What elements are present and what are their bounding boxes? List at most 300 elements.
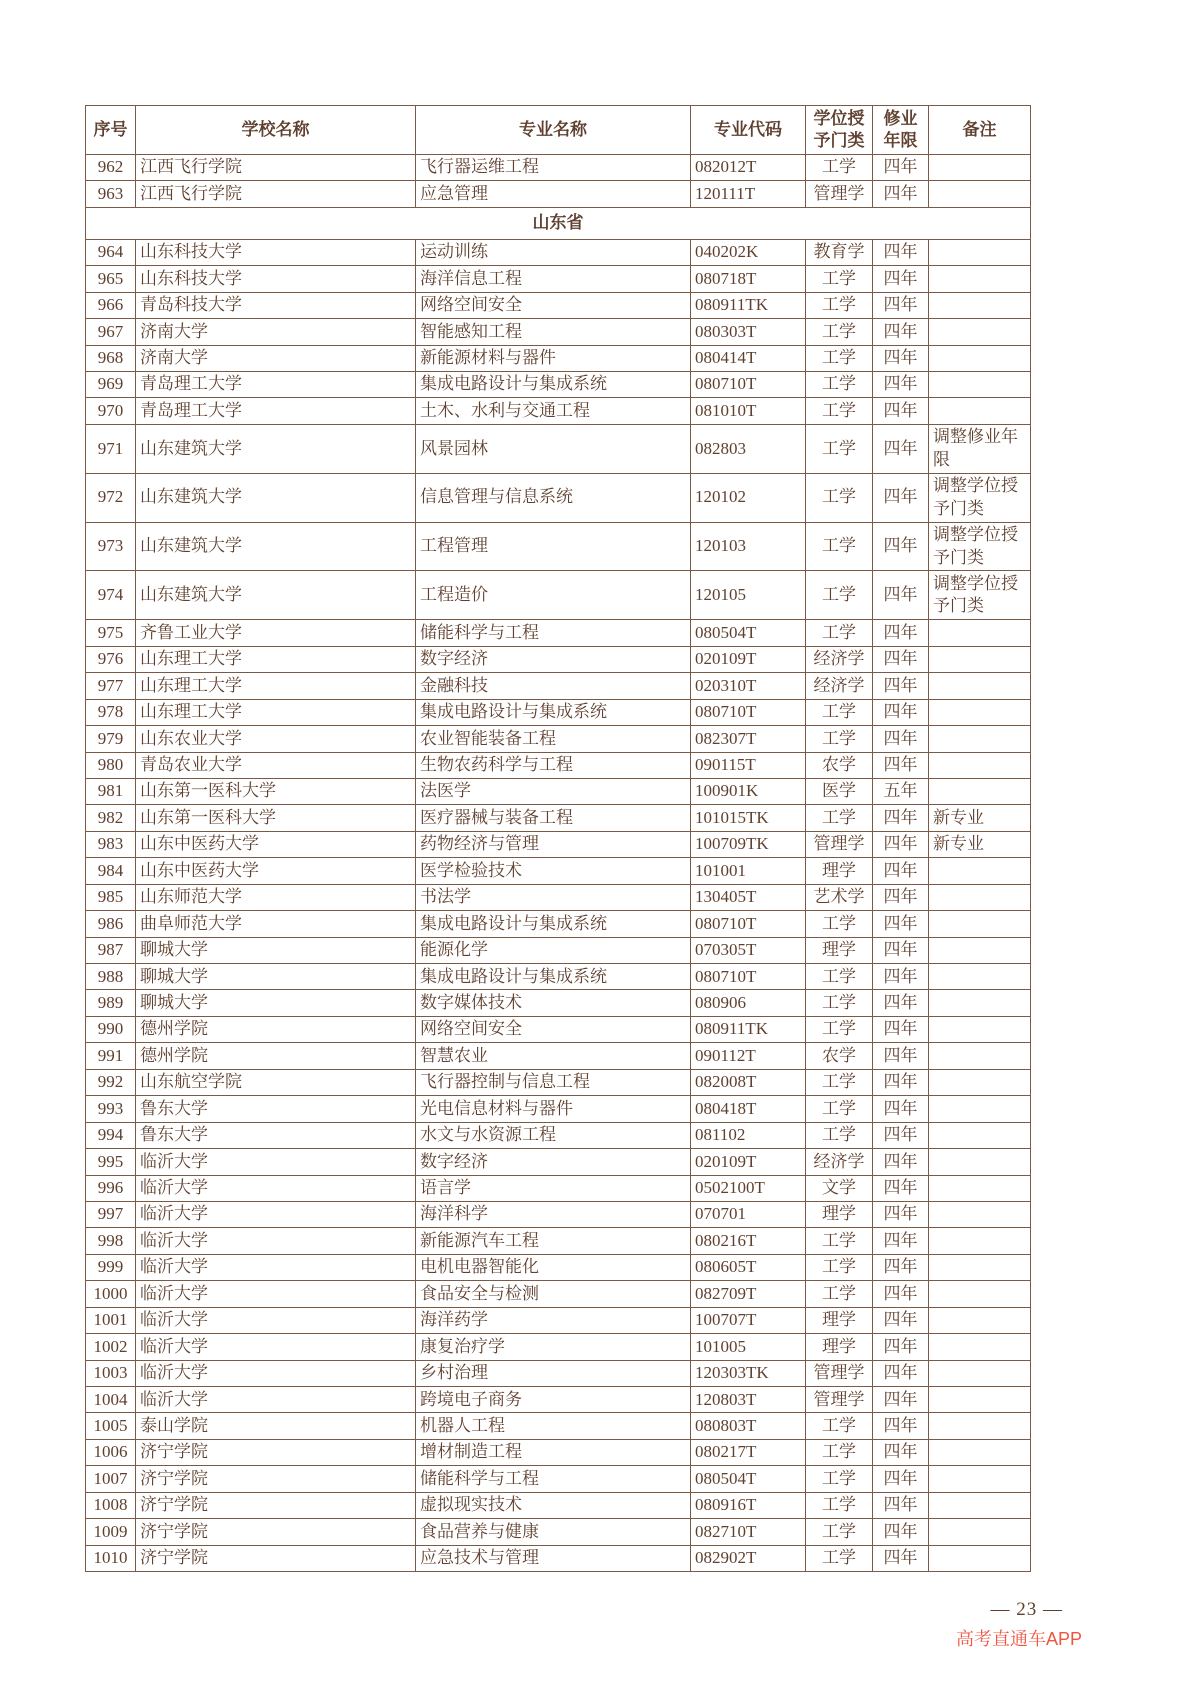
degree-category-cell: 工学 <box>806 699 873 725</box>
major-name-cell: 集成电路设计与集成系统 <box>416 964 691 990</box>
major-code-cell: 080911TK <box>691 292 806 318</box>
major-code-cell: 020109T <box>691 1149 806 1175</box>
remark-cell <box>929 154 1031 180</box>
major-name-cell: 医学检验技术 <box>416 858 691 884</box>
major-code-cell: 080504T <box>691 620 806 646</box>
remark-cell <box>929 699 1031 725</box>
serial-cell: 965 <box>86 266 136 292</box>
degree-category-cell: 经济学 <box>806 1149 873 1175</box>
degree-category-cell: 工学 <box>806 1096 873 1122</box>
remark-cell <box>929 1149 1031 1175</box>
school-name-cell: 临沂大学 <box>136 1387 416 1413</box>
page-number: — 23 — <box>990 1599 1063 1620</box>
column-header: 修业年限 <box>873 106 929 155</box>
duration-cell: 四年 <box>873 752 929 778</box>
table-row <box>86 154 1031 180</box>
school-name-cell: 山东中医药大学 <box>136 831 416 857</box>
school-name-cell: 江西飞行学院 <box>136 181 416 207</box>
school-name-cell: 曲阜师范大学 <box>136 911 416 937</box>
degree-category-cell: 工学 <box>806 424 873 473</box>
school-name-cell: 临沂大学 <box>136 1307 416 1333</box>
degree-category-cell: 经济学 <box>806 646 873 672</box>
duration-cell: 四年 <box>873 292 929 318</box>
serial-cell: 993 <box>86 1096 136 1122</box>
degree-category-cell: 经济学 <box>806 673 873 699</box>
school-name-cell: 山东农业大学 <box>136 726 416 752</box>
remark-cell <box>929 620 1031 646</box>
table-row <box>86 911 1031 937</box>
table-row <box>86 1228 1031 1254</box>
degree-category-cell: 理学 <box>806 1334 873 1360</box>
major-code-cell: 090112T <box>691 1043 806 1069</box>
remark-cell: 调整学位授予门类 <box>929 473 1031 522</box>
major-code-cell: 090115T <box>691 752 806 778</box>
major-name-cell: 工程造价 <box>416 571 691 620</box>
section-row <box>86 207 1031 239</box>
school-name-cell: 青岛理工大学 <box>136 398 416 424</box>
serial-cell: 991 <box>86 1043 136 1069</box>
degree-category-cell: 农学 <box>806 1043 873 1069</box>
serial-cell: 963 <box>86 181 136 207</box>
major-code-cell: 0502100T <box>691 1175 806 1201</box>
major-code-cell: 080216T <box>691 1228 806 1254</box>
duration-cell: 四年 <box>873 571 929 620</box>
remark-cell <box>929 292 1031 318</box>
remark-cell <box>929 1254 1031 1280</box>
remark-cell <box>929 1387 1031 1413</box>
school-name-cell: 山东建筑大学 <box>136 473 416 522</box>
major-code-cell: 080906 <box>691 990 806 1016</box>
serial-cell: 974 <box>86 571 136 620</box>
school-name-cell: 临沂大学 <box>136 1360 416 1386</box>
major-code-cell: 080718T <box>691 266 806 292</box>
degree-category-cell: 管理学 <box>806 831 873 857</box>
serial-cell: 1001 <box>86 1307 136 1333</box>
serial-cell: 1006 <box>86 1439 136 1465</box>
degree-category-cell: 文学 <box>806 1175 873 1201</box>
table-row <box>86 964 1031 990</box>
duration-cell: 四年 <box>873 371 929 397</box>
major-name-cell: 数字媒体技术 <box>416 990 691 1016</box>
table-row <box>86 1254 1031 1280</box>
remark-cell <box>929 1439 1031 1465</box>
school-name-cell: 济南大学 <box>136 345 416 371</box>
school-name-cell: 山东航空学院 <box>136 1069 416 1095</box>
duration-cell: 四年 <box>873 1016 929 1042</box>
school-name-cell: 泰山学院 <box>136 1413 416 1439</box>
major-code-cell: 082803 <box>691 424 806 473</box>
serial-cell: 990 <box>86 1016 136 1042</box>
serial-cell: 973 <box>86 522 136 571</box>
duration-cell: 四年 <box>873 239 929 265</box>
degree-category-cell: 工学 <box>806 1492 873 1518</box>
remark-cell <box>929 937 1031 963</box>
remark-cell <box>929 990 1031 1016</box>
table-row <box>86 1096 1031 1122</box>
major-name-cell: 土木、水利与交通工程 <box>416 398 691 424</box>
school-name-cell: 山东建筑大学 <box>136 571 416 620</box>
serial-cell: 971 <box>86 424 136 473</box>
serial-cell: 976 <box>86 646 136 672</box>
school-name-cell: 青岛科技大学 <box>136 292 416 318</box>
serial-cell: 1007 <box>86 1466 136 1492</box>
school-name-cell: 江西飞行学院 <box>136 154 416 180</box>
remark-cell <box>929 319 1031 345</box>
serial-cell: 978 <box>86 699 136 725</box>
major-name-cell: 风景园林 <box>416 424 691 473</box>
major-name-cell: 运动训练 <box>416 239 691 265</box>
duration-cell: 四年 <box>873 319 929 345</box>
major-code-cell: 080303T <box>691 319 806 345</box>
serial-cell: 966 <box>86 292 136 318</box>
major-code-cell: 101001 <box>691 858 806 884</box>
major-code-cell: 080710T <box>691 699 806 725</box>
degree-category-cell: 管理学 <box>806 1387 873 1413</box>
major-code-cell: 080710T <box>691 911 806 937</box>
degree-category-cell: 工学 <box>806 1439 873 1465</box>
school-name-cell: 济宁学院 <box>136 1466 416 1492</box>
duration-cell: 五年 <box>873 778 929 804</box>
school-name-cell: 山东中医药大学 <box>136 858 416 884</box>
table-row <box>86 1149 1031 1175</box>
table-row <box>86 1122 1031 1148</box>
degree-category-cell: 工学 <box>806 345 873 371</box>
duration-cell: 四年 <box>873 154 929 180</box>
table-row <box>86 292 1031 318</box>
major-name-cell: 工程管理 <box>416 522 691 571</box>
duration-cell: 四年 <box>873 1387 929 1413</box>
major-code-cell: 040202K <box>691 239 806 265</box>
table-row <box>86 1334 1031 1360</box>
school-name-cell: 青岛理工大学 <box>136 371 416 397</box>
degree-category-cell: 工学 <box>806 292 873 318</box>
duration-cell: 四年 <box>873 673 929 699</box>
remark-cell <box>929 1175 1031 1201</box>
degree-category-cell: 工学 <box>806 964 873 990</box>
major-code-cell: 120303TK <box>691 1360 806 1386</box>
table-row <box>86 1439 1031 1465</box>
major-name-cell: 跨境电子商务 <box>416 1387 691 1413</box>
major-name-cell: 应急技术与管理 <box>416 1545 691 1571</box>
school-name-cell: 临沂大学 <box>136 1254 416 1280</box>
remark-cell <box>929 1466 1031 1492</box>
school-name-cell: 鲁东大学 <box>136 1122 416 1148</box>
school-name-cell: 济南大学 <box>136 319 416 345</box>
degree-category-cell: 工学 <box>806 990 873 1016</box>
school-name-cell: 济宁学院 <box>136 1492 416 1518</box>
duration-cell: 四年 <box>873 831 929 857</box>
serial-cell: 999 <box>86 1254 136 1280</box>
serial-cell: 986 <box>86 911 136 937</box>
major-name-cell: 网络空间安全 <box>416 1016 691 1042</box>
duration-cell: 四年 <box>873 937 929 963</box>
degree-category-cell: 工学 <box>806 371 873 397</box>
degree-category-cell: 工学 <box>806 571 873 620</box>
major-code-cell: 080916T <box>691 1492 806 1518</box>
serial-cell: 987 <box>86 937 136 963</box>
degree-category-cell: 理学 <box>806 1201 873 1227</box>
major-name-cell: 电机电器智能化 <box>416 1254 691 1280</box>
watermark-brand: 高考直通车APP <box>955 1629 1082 1649</box>
serial-cell: 980 <box>86 752 136 778</box>
serial-cell: 972 <box>86 473 136 522</box>
table-row <box>86 673 1031 699</box>
major-name-cell: 新能源材料与器件 <box>416 345 691 371</box>
remark-cell <box>929 1069 1031 1095</box>
major-name-cell: 康复治疗学 <box>416 1334 691 1360</box>
school-name-cell: 山东建筑大学 <box>136 522 416 571</box>
major-code-cell: 120103 <box>691 522 806 571</box>
table-row <box>86 1545 1031 1571</box>
remark-cell <box>929 726 1031 752</box>
serial-cell: 994 <box>86 1122 136 1148</box>
major-name-cell: 农业智能装备工程 <box>416 726 691 752</box>
remark-cell: 调整修业年限 <box>929 424 1031 473</box>
major-code-cell: 070701 <box>691 1201 806 1227</box>
remark-cell <box>929 646 1031 672</box>
degree-category-cell: 工学 <box>806 1545 873 1571</box>
table-row <box>86 1492 1031 1518</box>
duration-cell: 四年 <box>873 911 929 937</box>
table-row <box>86 620 1031 646</box>
table-row <box>86 805 1031 831</box>
serial-cell: 1003 <box>86 1360 136 1386</box>
major-name-cell: 增材制造工程 <box>416 1439 691 1465</box>
duration-cell: 四年 <box>873 1254 929 1280</box>
column-header: 专业代码 <box>691 106 806 155</box>
duration-cell: 四年 <box>873 1307 929 1333</box>
school-name-cell: 临沂大学 <box>136 1201 416 1227</box>
major-code-cell: 082902T <box>691 1545 806 1571</box>
duration-cell: 四年 <box>873 345 929 371</box>
school-name-cell: 山东理工大学 <box>136 699 416 725</box>
major-name-cell: 书法学 <box>416 884 691 910</box>
major-code-cell: 082008T <box>691 1069 806 1095</box>
school-name-cell: 聊城大学 <box>136 990 416 1016</box>
serial-cell: 995 <box>86 1149 136 1175</box>
major-code-cell: 120111T <box>691 181 806 207</box>
school-name-cell: 山东科技大学 <box>136 239 416 265</box>
major-name-cell: 数字经济 <box>416 1149 691 1175</box>
degree-category-cell: 工学 <box>806 319 873 345</box>
remark-cell <box>929 371 1031 397</box>
serial-cell: 997 <box>86 1201 136 1227</box>
remark-cell <box>929 1360 1031 1386</box>
remark-cell <box>929 858 1031 884</box>
duration-cell: 四年 <box>873 1122 929 1148</box>
duration-cell: 四年 <box>873 1096 929 1122</box>
major-code-cell: 020310T <box>691 673 806 699</box>
duration-cell: 四年 <box>873 1519 929 1545</box>
major-code-cell: 120105 <box>691 571 806 620</box>
major-name-cell: 机器人工程 <box>416 1413 691 1439</box>
remark-cell <box>929 1122 1031 1148</box>
degree-category-cell: 工学 <box>806 726 873 752</box>
school-name-cell: 山东理工大学 <box>136 646 416 672</box>
duration-cell: 四年 <box>873 424 929 473</box>
degree-category-cell: 工学 <box>806 911 873 937</box>
major-name-cell: 食品安全与检测 <box>416 1281 691 1307</box>
approved-majors-table <box>85 105 1031 1572</box>
major-code-cell: 080605T <box>691 1254 806 1280</box>
school-name-cell: 青岛农业大学 <box>136 752 416 778</box>
table-row <box>86 266 1031 292</box>
major-name-cell: 智能感知工程 <box>416 319 691 345</box>
school-name-cell: 齐鲁工业大学 <box>136 620 416 646</box>
serial-cell: 989 <box>86 990 136 1016</box>
remark-cell <box>929 884 1031 910</box>
table-row <box>86 990 1031 1016</box>
major-code-cell: 080911TK <box>691 1016 806 1042</box>
serial-cell: 1008 <box>86 1492 136 1518</box>
serial-cell: 967 <box>86 319 136 345</box>
column-header: 序号 <box>86 106 136 155</box>
remark-cell <box>929 1281 1031 1307</box>
serial-cell: 985 <box>86 884 136 910</box>
serial-cell: 984 <box>86 858 136 884</box>
major-code-cell: 130405T <box>691 884 806 910</box>
major-code-cell: 080803T <box>691 1413 806 1439</box>
duration-cell: 四年 <box>873 1149 929 1175</box>
major-code-cell: 081102 <box>691 1122 806 1148</box>
serial-cell: 1002 <box>86 1334 136 1360</box>
duration-cell: 四年 <box>873 398 929 424</box>
major-code-cell: 120803T <box>691 1387 806 1413</box>
remark-cell <box>929 1413 1031 1439</box>
table-row <box>86 1069 1031 1095</box>
major-code-cell: 080418T <box>691 1096 806 1122</box>
major-code-cell: 101015TK <box>691 805 806 831</box>
degree-category-cell: 工学 <box>806 1413 873 1439</box>
major-name-cell: 新能源汽车工程 <box>416 1228 691 1254</box>
degree-category-cell: 工学 <box>806 1466 873 1492</box>
major-code-cell: 020109T <box>691 646 806 672</box>
table-row <box>86 345 1031 371</box>
major-name-cell: 储能科学与工程 <box>416 1466 691 1492</box>
major-name-cell: 虚拟现实技术 <box>416 1492 691 1518</box>
serial-cell: 998 <box>86 1228 136 1254</box>
major-name-cell: 数字经济 <box>416 646 691 672</box>
major-code-cell: 080217T <box>691 1439 806 1465</box>
remark-cell <box>929 1096 1031 1122</box>
remark-cell <box>929 239 1031 265</box>
degree-category-cell: 工学 <box>806 398 873 424</box>
major-code-cell: 080504T <box>691 1466 806 1492</box>
degree-category-cell: 理学 <box>806 937 873 963</box>
school-name-cell: 德州学院 <box>136 1016 416 1042</box>
major-name-cell: 海洋药学 <box>416 1307 691 1333</box>
duration-cell: 四年 <box>873 1466 929 1492</box>
duration-cell: 四年 <box>873 1228 929 1254</box>
major-name-cell: 海洋科学 <box>416 1201 691 1227</box>
major-code-cell: 080710T <box>691 371 806 397</box>
table-row <box>86 884 1031 910</box>
major-name-cell: 生物农药科学与工程 <box>416 752 691 778</box>
major-name-cell: 语言学 <box>416 1175 691 1201</box>
degree-category-cell: 工学 <box>806 1122 873 1148</box>
school-name-cell: 山东理工大学 <box>136 673 416 699</box>
duration-cell: 四年 <box>873 805 929 831</box>
remark-cell <box>929 673 1031 699</box>
school-name-cell: 山东科技大学 <box>136 266 416 292</box>
degree-category-cell: 教育学 <box>806 239 873 265</box>
major-name-cell: 智慧农业 <box>416 1043 691 1069</box>
table-row <box>86 398 1031 424</box>
table-row <box>86 726 1031 752</box>
degree-category-cell: 工学 <box>806 154 873 180</box>
table-row <box>86 571 1031 620</box>
school-name-cell: 德州学院 <box>136 1043 416 1069</box>
duration-cell: 四年 <box>873 646 929 672</box>
remark-cell <box>929 181 1031 207</box>
duration-cell: 四年 <box>873 266 929 292</box>
duration-cell: 四年 <box>873 1043 929 1069</box>
column-header: 备注 <box>929 106 1031 155</box>
serial-cell: 970 <box>86 398 136 424</box>
school-name-cell: 临沂大学 <box>136 1228 416 1254</box>
degree-category-cell: 管理学 <box>806 1360 873 1386</box>
duration-cell: 四年 <box>873 1334 929 1360</box>
table-row <box>86 1360 1031 1386</box>
serial-cell: 962 <box>86 154 136 180</box>
duration-cell: 四年 <box>873 699 929 725</box>
serial-cell: 982 <box>86 805 136 831</box>
table-row <box>86 1466 1031 1492</box>
degree-category-cell: 工学 <box>806 620 873 646</box>
major-code-cell: 082710T <box>691 1519 806 1545</box>
serial-cell: 977 <box>86 673 136 699</box>
major-name-cell: 储能科学与工程 <box>416 620 691 646</box>
remark-cell <box>929 1043 1031 1069</box>
major-code-cell: 101005 <box>691 1334 806 1360</box>
table-row <box>86 1201 1031 1227</box>
degree-category-cell: 管理学 <box>806 181 873 207</box>
duration-cell: 四年 <box>873 1201 929 1227</box>
remark-cell: 新专业 <box>929 805 1031 831</box>
duration-cell: 四年 <box>873 1175 929 1201</box>
serial-cell: 1005 <box>86 1413 136 1439</box>
serial-cell: 964 <box>86 239 136 265</box>
duration-cell: 四年 <box>873 1069 929 1095</box>
remark-cell <box>929 1228 1031 1254</box>
major-name-cell: 法医学 <box>416 778 691 804</box>
remark-cell: 调整学位授予门类 <box>929 522 1031 571</box>
duration-cell: 四年 <box>873 181 929 207</box>
major-name-cell: 水文与水资源工程 <box>416 1122 691 1148</box>
degree-category-cell: 工学 <box>806 522 873 571</box>
table-row <box>86 752 1031 778</box>
major-name-cell: 网络空间安全 <box>416 292 691 318</box>
major-code-cell: 100707T <box>691 1307 806 1333</box>
remark-cell <box>929 911 1031 937</box>
remark-cell <box>929 1307 1031 1333</box>
remark-cell <box>929 345 1031 371</box>
remark-cell <box>929 398 1031 424</box>
table-row <box>86 522 1031 571</box>
school-name-cell: 山东第一医科大学 <box>136 778 416 804</box>
serial-cell: 992 <box>86 1069 136 1095</box>
table-row <box>86 1175 1031 1201</box>
duration-cell: 四年 <box>873 522 929 571</box>
school-name-cell: 鲁东大学 <box>136 1096 416 1122</box>
table-header-row <box>86 106 1031 155</box>
major-code-cell: 070305T <box>691 937 806 963</box>
serial-cell: 1010 <box>86 1545 136 1571</box>
duration-cell: 四年 <box>873 990 929 1016</box>
duration-cell: 四年 <box>873 858 929 884</box>
serial-cell: 979 <box>86 726 136 752</box>
table-row <box>86 239 1031 265</box>
